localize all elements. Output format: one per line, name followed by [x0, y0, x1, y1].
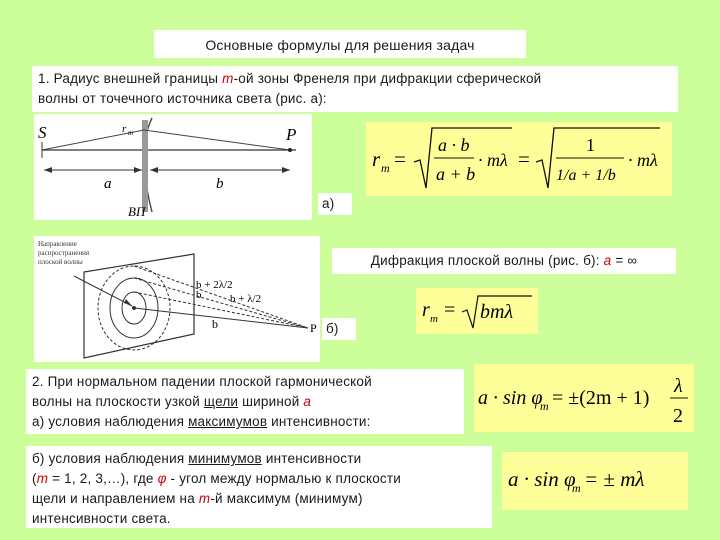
plane-wave-diagram: [34, 236, 320, 362]
svg-text:m: m: [381, 161, 390, 175]
caption-a: а): [318, 193, 352, 215]
b-mid: b: [196, 289, 202, 301]
note-line-2: распространения: [38, 249, 90, 257]
spherical-wave-diagram: [34, 114, 312, 220]
fresnel-line-1: 1. Радиус внешней границы m-ой зоны Френеля при дифракции сферической: [38, 71, 542, 86]
svg-text:= ± mλ: = ± mλ: [584, 467, 645, 491]
wave-surface-label: ВП: [128, 204, 146, 219]
fresnel-line-2: волны от точечного источника света (рис. а):: [38, 91, 327, 106]
formula-slit-minima: [502, 452, 688, 510]
svg-text:r: r: [372, 147, 381, 171]
distance-b-label: b: [216, 176, 224, 192]
note-line-3: плоской волны: [38, 258, 83, 266]
svg-text:m: m: [540, 399, 549, 413]
svg-text:1: 1: [586, 135, 595, 155]
point-label: P: [286, 125, 297, 144]
page-title-text: Основные формулы для решения задач: [205, 37, 475, 53]
screen-plate: [142, 120, 148, 212]
svg-text:· mλ: · mλ: [478, 150, 508, 170]
svg-text:a + b: a + b: [436, 164, 476, 184]
svg-text:=: =: [518, 147, 530, 171]
caption-b: б): [322, 318, 356, 340]
svg-text:a · sin φ: a · sin φ: [478, 387, 543, 409]
m-symbol: m: [222, 71, 234, 86]
formula-plane-radius: [416, 288, 538, 334]
page-title: [154, 30, 526, 58]
figure-plane-wave: [34, 236, 320, 362]
slit-minima-text: б) условия наблюдения минимумов интенсивности (m = 1, 2, 3,…), где φ - угол между нормалью к плоскости щели и направлением на m-й максимум (минимум) интенсивности света.: [26, 446, 492, 528]
plane-wave-title: Дифракция плоской волны (рис. б): a = ∞: [332, 248, 676, 274]
radius-label: r: [122, 123, 127, 135]
svg-text:2: 2: [673, 405, 683, 427]
radius-sub: m: [128, 129, 134, 137]
figure-spherical-wave: [34, 114, 312, 220]
svg-text:r: r: [422, 299, 430, 321]
svg-text:=: =: [444, 299, 456, 321]
point-p-label: P: [310, 321, 317, 335]
formula-slit-maxima: [474, 364, 694, 432]
svg-text:m: m: [430, 313, 438, 325]
b-plus-half: b + λ/2: [230, 293, 262, 305]
fresnel-zone-text: [32, 66, 678, 112]
svg-text:λ: λ: [674, 375, 683, 397]
svg-text:a · sin φ: a · sin φ: [508, 467, 576, 491]
svg-text:· mλ: · mλ: [628, 150, 658, 170]
formula-fresnel-radius: [366, 122, 672, 196]
svg-text:a · b: a · b: [438, 135, 470, 155]
svg-text:1/a + 1/b: 1/a + 1/b: [556, 167, 616, 184]
distance-a-label: a: [104, 176, 112, 192]
slit-maxima-text: 2. При нормальном падении плоской гармонической волны на плоскости узкой щели шириной a а) условия наблюдения максимумов интенсивности:: [26, 369, 464, 434]
maxima-word: максимумов: [188, 414, 268, 429]
svg-text:bmλ: bmλ: [480, 301, 514, 323]
b-main: b: [212, 317, 218, 331]
source-label: S: [38, 123, 47, 142]
minima-word: минимумов: [188, 451, 262, 466]
svg-text:m: m: [572, 481, 581, 495]
svg-text:= ±(2m + 1): = ±(2m + 1): [552, 387, 650, 409]
slit-word: щели: [203, 394, 239, 409]
svg-text:=: =: [394, 147, 406, 171]
b-plus-2-half: b + 2λ/2: [196, 279, 233, 291]
note-line-1: Направление: [38, 240, 77, 248]
